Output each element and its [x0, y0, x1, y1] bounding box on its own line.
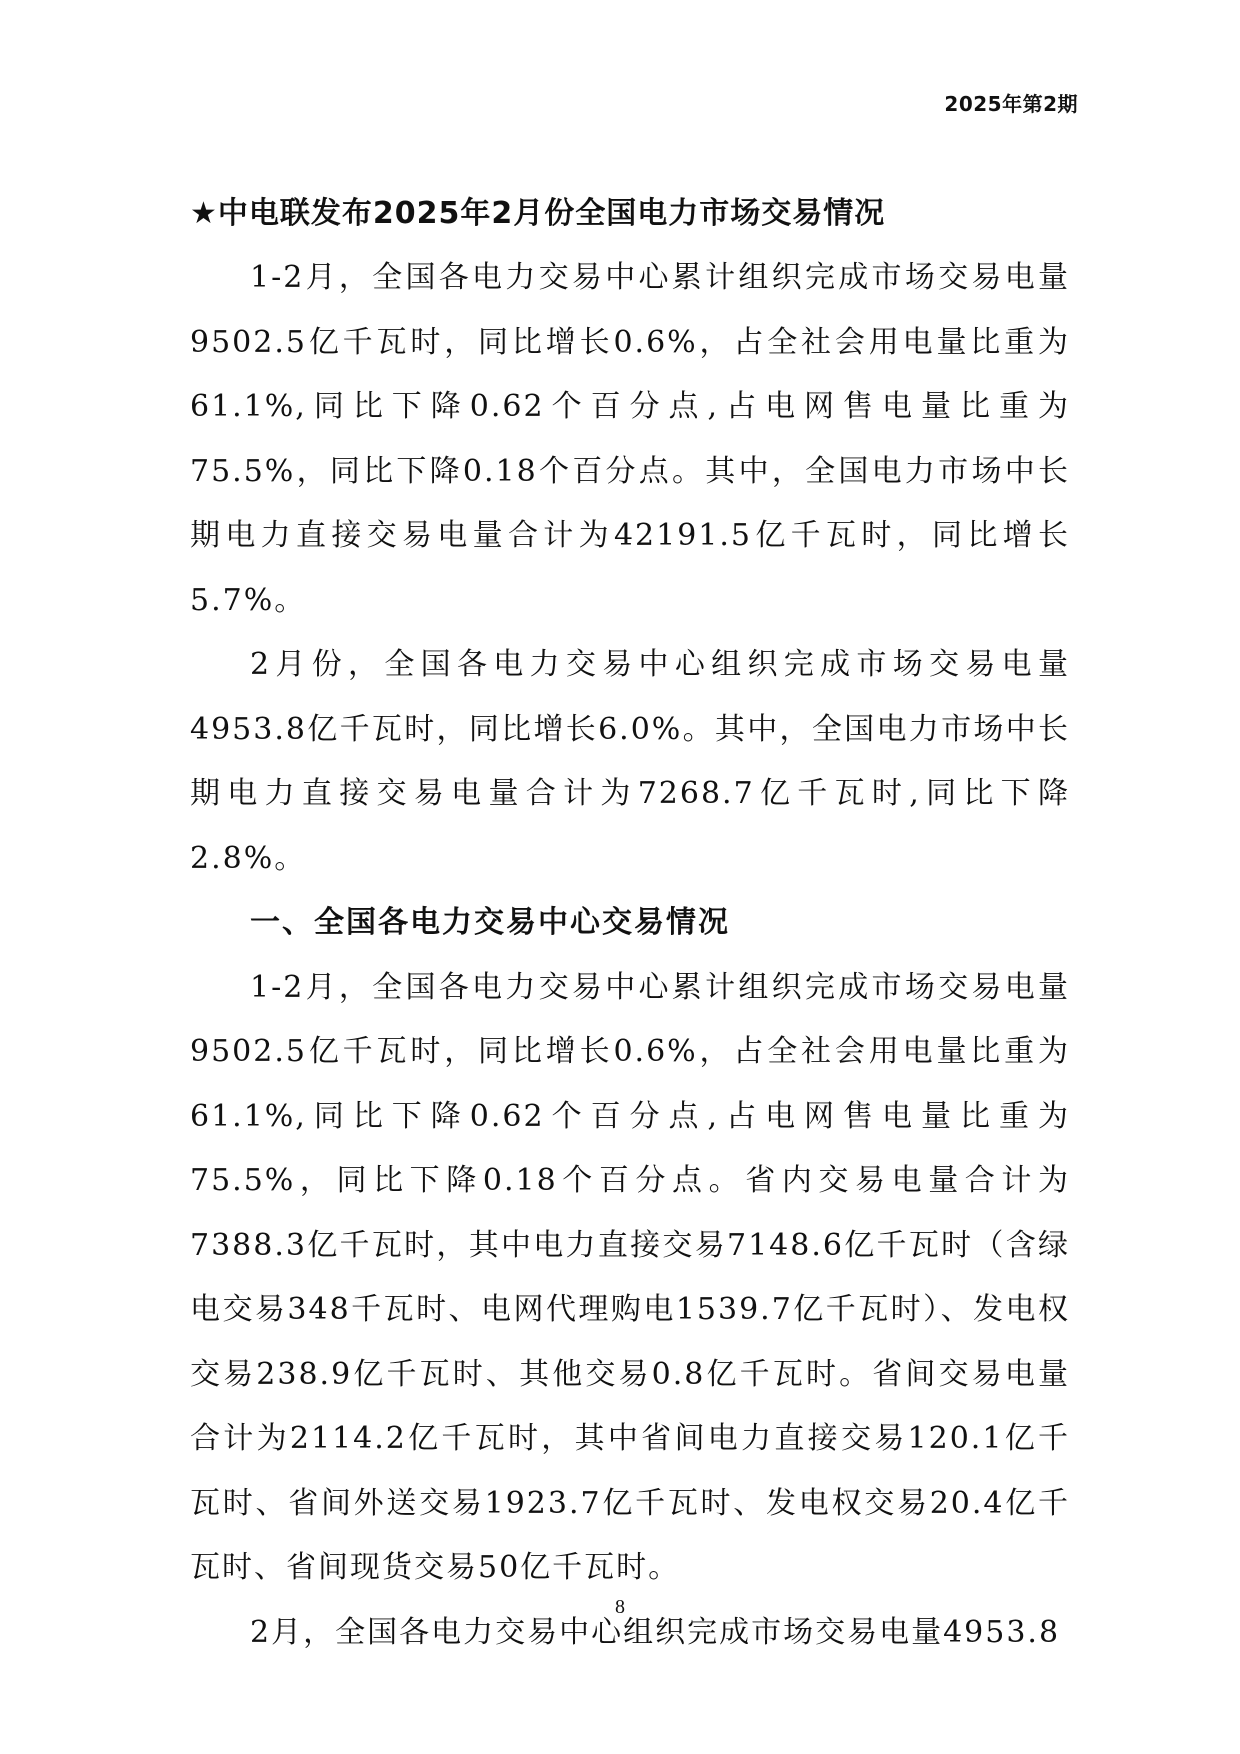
article-title: ★中电联发布2025年2月份全国电力市场交易情况 — [190, 196, 886, 231]
issue-label: 2025年第2期 — [944, 92, 1078, 116]
paragraph-trading-centers-cumulative: 1-2月，全国各电力交易中心累计组织完成市场交易电量9502.5亿千瓦时，同比增长0.6%，占全社会用电量比重为61.1%,同比下降0.62个百分点,占电网售电量比重为75.5%，同比下降0.18个百分点。省内交易电量合计为7388.3亿千瓦时，其中电力直接交易7148.6亿千瓦时（含绿电交易348千瓦时、电网代理购电1539.7亿千瓦时）、发电权交易238.9亿千瓦时、其他交易0.8亿千瓦时。省间交易电量合计为2114.2亿千瓦时，其中省间电力直接交易120.1亿千瓦时、省间外送交易1923.7亿千瓦时、发电权交易20.4亿千瓦时、省间现货交易50亿千瓦时。 — [190, 969, 1070, 1585]
article-body — [190, 188, 1070, 1665]
paragraph-february-summary: 2月份，全国各电力交易中心组织完成市场交易电量4953.8亿千瓦时，同比增长6.0%。其中，全国电力市场中长期电力直接交易电量合计为7268.7亿千瓦时,同比下降2.8%。 — [190, 647, 1070, 876]
paragraph-trading-centers-february: 2月，全国各电力交易中心组织完成市场交易电量4953.8 — [250, 1614, 1061, 1650]
page-number: 8 — [615, 1596, 625, 1618]
section-heading-trading-centers: 一、全国各电力交易中心交易情况 — [250, 905, 730, 940]
paragraph-cumulative-summary: 1-2月，全国各电力交易中心累计组织完成市场交易电量9502.5亿千瓦时，同比增长0.6%，占全社会用电量比重为61.1%,同比下降0.62个百分点,占电网售电量比重为75.5%，同比下降0.18个百分点。其中，全国电力市场中长期电力直接交易电量合计为42191.5亿千瓦时，同比增长5.7%。 — [190, 260, 1070, 618]
